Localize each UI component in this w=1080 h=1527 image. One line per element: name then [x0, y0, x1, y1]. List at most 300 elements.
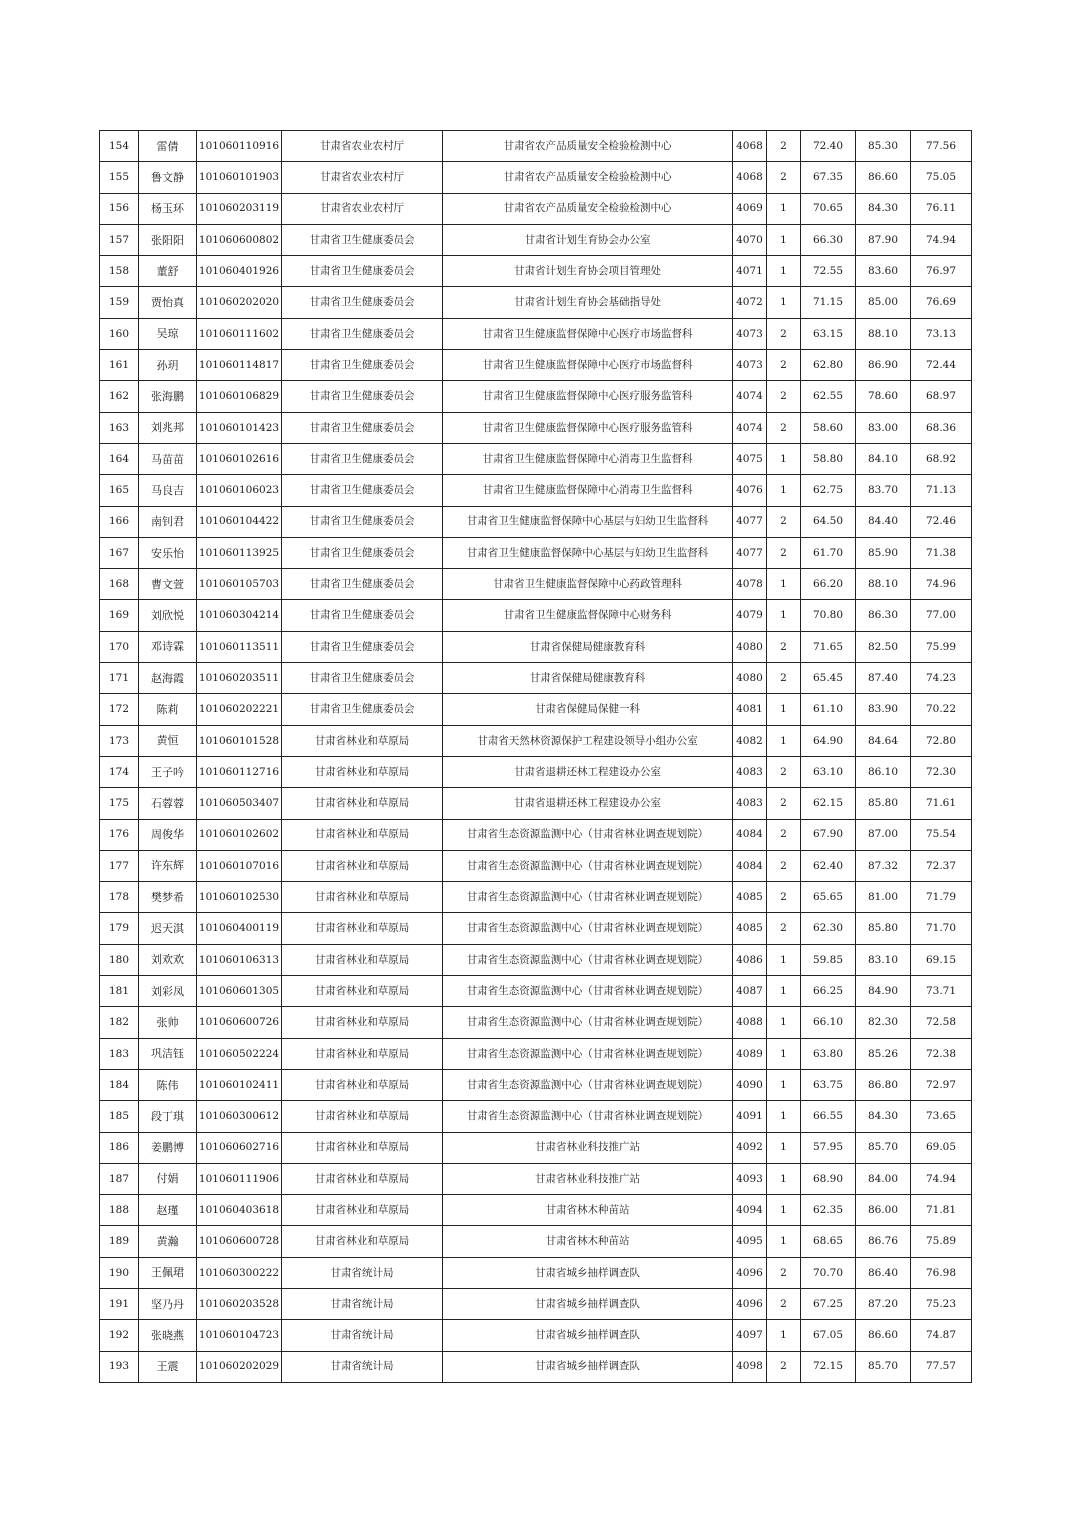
interview-score: 85.90: [856, 537, 911, 568]
row-number: 154: [100, 131, 139, 162]
total-score: 74.94: [911, 224, 972, 255]
exam-number: 101060106829: [197, 381, 282, 412]
employer-unit: 甘肃省卫生健康监督保障中心基层与妇幼卫生监督科: [443, 506, 733, 537]
position-code: 4074: [733, 381, 767, 412]
interview-score: 88.10: [856, 569, 911, 600]
department: 甘肃省林业和草原局: [282, 850, 443, 881]
department: 甘肃省卫生健康委员会: [282, 381, 443, 412]
table-row: [100, 1257, 972, 1288]
interview-score: 84.30: [856, 1101, 911, 1132]
interview-score: 83.00: [856, 412, 911, 443]
interview-score: 84.30: [856, 193, 911, 224]
hire-count: 1: [767, 725, 801, 756]
table-row: [100, 131, 972, 162]
exam-number: 101060400119: [197, 913, 282, 944]
department: 甘肃省卫生健康委员会: [282, 412, 443, 443]
department: 甘肃省农业农村厅: [282, 162, 443, 193]
exam-number: 101060602716: [197, 1132, 282, 1163]
employer-unit: 甘肃省生态资源监测中心（甘肃省林业调查规划院）: [443, 1038, 733, 1069]
employer-unit: 甘肃省退耕还林工程建设办公室: [443, 756, 733, 787]
row-number: 172: [100, 694, 139, 725]
position-code: 4087: [733, 976, 767, 1007]
employer-unit: 甘肃省林业科技推广站: [443, 1132, 733, 1163]
department: 甘肃省卫生健康委员会: [282, 631, 443, 662]
interview-score: 86.76: [856, 1226, 911, 1257]
department: 甘肃省卫生健康委员会: [282, 318, 443, 349]
position-code: 4093: [733, 1163, 767, 1194]
employer-unit: 甘肃省农产品质量安全检验检测中心: [443, 162, 733, 193]
row-number: 162: [100, 381, 139, 412]
interview-score: 86.80: [856, 1069, 911, 1100]
interview-score: 83.60: [856, 256, 911, 287]
written-score: 72.40: [801, 131, 856, 162]
department: 甘肃省林业和草原局: [282, 1163, 443, 1194]
interview-score: 84.40: [856, 506, 911, 537]
employer-unit: 甘肃省林木种苗站: [443, 1195, 733, 1226]
exam-number: 101060112716: [197, 756, 282, 787]
written-score: 62.55: [801, 381, 856, 412]
department: 甘肃省卫生健康委员会: [282, 256, 443, 287]
interview-score: 83.90: [856, 694, 911, 725]
exam-number: 101060113925: [197, 537, 282, 568]
department: 甘肃省林业和草原局: [282, 882, 443, 913]
written-score: 63.10: [801, 756, 856, 787]
candidate-name: 刘彩凤: [139, 976, 197, 1007]
interview-score: 88.10: [856, 318, 911, 349]
exam-number: 101060403618: [197, 1195, 282, 1226]
candidate-name: 陈莉: [139, 694, 197, 725]
hire-count: 1: [767, 694, 801, 725]
row-number: 175: [100, 788, 139, 819]
written-score: 70.80: [801, 600, 856, 631]
position-code: 4098: [733, 1351, 767, 1382]
exam-number: 101060401926: [197, 256, 282, 287]
total-score: 71.70: [911, 913, 972, 944]
employer-unit: 甘肃省计划生育协会项目管理处: [443, 256, 733, 287]
exam-number: 101060503407: [197, 788, 282, 819]
table-row: [100, 412, 972, 443]
position-code: 4081: [733, 694, 767, 725]
table-row: [100, 287, 972, 318]
hire-count: 2: [767, 913, 801, 944]
interview-score: 78.60: [856, 381, 911, 412]
hire-count: 2: [767, 381, 801, 412]
interview-score: 85.00: [856, 287, 911, 318]
position-code: 4082: [733, 725, 767, 756]
position-code: 4079: [733, 600, 767, 631]
written-score: 61.70: [801, 537, 856, 568]
written-score: 62.15: [801, 788, 856, 819]
position-code: 4083: [733, 756, 767, 787]
department: 甘肃省卫生健康委员会: [282, 475, 443, 506]
interview-score: 84.90: [856, 976, 911, 1007]
employer-unit: 甘肃省城乡抽样调查队: [443, 1351, 733, 1382]
hire-count: 1: [767, 1226, 801, 1257]
exam-number: 101060203511: [197, 663, 282, 694]
interview-score: 86.40: [856, 1257, 911, 1288]
interview-score: 82.30: [856, 1007, 911, 1038]
table-row: [100, 1163, 972, 1194]
table-row: [100, 944, 972, 975]
results-table: [99, 130, 972, 1383]
hire-count: 1: [767, 1069, 801, 1100]
interview-score: 85.70: [856, 1132, 911, 1163]
exam-number: 101060203528: [197, 1288, 282, 1319]
employer-unit: 甘肃省卫生健康监督保障中心医疗市场监督科: [443, 318, 733, 349]
position-code: 4085: [733, 882, 767, 913]
hire-count: 2: [767, 350, 801, 381]
candidate-name: 周俊华: [139, 819, 197, 850]
department: 甘肃省统计局: [282, 1351, 443, 1382]
exam-number: 101060106023: [197, 475, 282, 506]
department: 甘肃省林业和草原局: [282, 756, 443, 787]
position-code: 4073: [733, 350, 767, 381]
candidate-name: 马苗苗: [139, 443, 197, 474]
candidate-name: 坚乃丹: [139, 1288, 197, 1319]
exam-number: 101060111906: [197, 1163, 282, 1194]
results-table-container: [99, 130, 971, 1383]
written-score: 63.75: [801, 1069, 856, 1100]
exam-number: 101060107016: [197, 850, 282, 881]
written-score: 66.25: [801, 976, 856, 1007]
employer-unit: 甘肃省卫生健康监督保障中心消毒卫生监督科: [443, 443, 733, 474]
hire-count: 1: [767, 1195, 801, 1226]
candidate-name: 付娟: [139, 1163, 197, 1194]
written-score: 58.80: [801, 443, 856, 474]
position-code: 4076: [733, 475, 767, 506]
row-number: 156: [100, 193, 139, 224]
written-score: 62.40: [801, 850, 856, 881]
employer-unit: 甘肃省生态资源监测中心（甘肃省林业调查规划院）: [443, 1101, 733, 1132]
candidate-name: 张海鹏: [139, 381, 197, 412]
exam-number: 101060106313: [197, 944, 282, 975]
row-number: 167: [100, 537, 139, 568]
interview-score: 85.26: [856, 1038, 911, 1069]
total-score: 69.15: [911, 944, 972, 975]
total-score: 71.81: [911, 1195, 972, 1226]
employer-unit: 甘肃省卫生健康监督保障中心消毒卫生监督科: [443, 475, 733, 506]
table-row: [100, 193, 972, 224]
candidate-name: 雷倩: [139, 131, 197, 162]
total-score: 74.96: [911, 569, 972, 600]
position-code: 4086: [733, 944, 767, 975]
candidate-name: 张阳阳: [139, 224, 197, 255]
department: 甘肃省卫生健康委员会: [282, 287, 443, 318]
candidate-name: 黄瀚: [139, 1226, 197, 1257]
department: 甘肃省林业和草原局: [282, 1038, 443, 1069]
total-score: 72.97: [911, 1069, 972, 1100]
table-row: [100, 162, 972, 193]
exam-number: 101060101423: [197, 412, 282, 443]
written-score: 62.35: [801, 1195, 856, 1226]
department: 甘肃省统计局: [282, 1288, 443, 1319]
table-row: [100, 475, 972, 506]
department: 甘肃省林业和草原局: [282, 1007, 443, 1038]
position-code: 4085: [733, 913, 767, 944]
row-number: 186: [100, 1132, 139, 1163]
written-score: 64.50: [801, 506, 856, 537]
written-score: 64.90: [801, 725, 856, 756]
candidate-name: 许东辉: [139, 850, 197, 881]
employer-unit: 甘肃省生态资源监测中心（甘肃省林业调查规划院）: [443, 1069, 733, 1100]
employer-unit: 甘肃省城乡抽样调查队: [443, 1288, 733, 1319]
candidate-name: 姜鹏博: [139, 1132, 197, 1163]
table-body: [100, 131, 972, 1383]
total-score: 75.54: [911, 819, 972, 850]
table-row: [100, 788, 972, 819]
total-score: 75.05: [911, 162, 972, 193]
interview-score: 86.00: [856, 1195, 911, 1226]
candidate-name: 张晓燕: [139, 1320, 197, 1351]
written-score: 62.75: [801, 475, 856, 506]
row-number: 193: [100, 1351, 139, 1382]
total-score: 71.79: [911, 882, 972, 913]
total-score: 72.46: [911, 506, 972, 537]
position-code: 4078: [733, 569, 767, 600]
total-score: 74.87: [911, 1320, 972, 1351]
row-number: 190: [100, 1257, 139, 1288]
hire-count: 1: [767, 569, 801, 600]
total-score: 77.00: [911, 600, 972, 631]
total-score: 68.92: [911, 443, 972, 474]
employer-unit: 甘肃省卫生健康监督保障中心药政管理科: [443, 569, 733, 600]
position-code: 4069: [733, 193, 767, 224]
total-score: 72.37: [911, 850, 972, 881]
hire-count: 2: [767, 1288, 801, 1319]
table-row: [100, 725, 972, 756]
table-row: [100, 256, 972, 287]
employer-unit: 甘肃省生态资源监测中心（甘肃省林业调查规划院）: [443, 976, 733, 1007]
total-score: 76.98: [911, 1257, 972, 1288]
department: 甘肃省林业和草原局: [282, 976, 443, 1007]
table-row: [100, 318, 972, 349]
exam-number: 101060304214: [197, 600, 282, 631]
candidate-name: 樊梦希: [139, 882, 197, 913]
total-score: 68.97: [911, 381, 972, 412]
candidate-name: 刘欢欢: [139, 944, 197, 975]
exam-number: 101060300222: [197, 1257, 282, 1288]
exam-number: 101060105703: [197, 569, 282, 600]
exam-number: 101060600728: [197, 1226, 282, 1257]
hire-count: 2: [767, 756, 801, 787]
table-row: [100, 1132, 972, 1163]
table-row: [100, 1320, 972, 1351]
employer-unit: 甘肃省计划生育协会基础指导处: [443, 287, 733, 318]
exam-number: 101060202020: [197, 287, 282, 318]
position-code: 4084: [733, 850, 767, 881]
hire-count: 1: [767, 1132, 801, 1163]
exam-number: 101060102616: [197, 443, 282, 474]
hire-count: 2: [767, 412, 801, 443]
written-score: 63.80: [801, 1038, 856, 1069]
hire-count: 2: [767, 506, 801, 537]
row-number: 181: [100, 976, 139, 1007]
interview-score: 85.70: [856, 1351, 911, 1382]
total-score: 73.65: [911, 1101, 972, 1132]
exam-number: 101060601305: [197, 976, 282, 1007]
interview-score: 86.90: [856, 350, 911, 381]
row-number: 192: [100, 1320, 139, 1351]
exam-number: 101060300612: [197, 1101, 282, 1132]
written-score: 66.55: [801, 1101, 856, 1132]
hire-count: 1: [767, 976, 801, 1007]
table-row: [100, 506, 972, 537]
row-number: 184: [100, 1069, 139, 1100]
employer-unit: 甘肃省卫生健康监督保障中心医疗服务监管科: [443, 381, 733, 412]
exam-number: 101060102530: [197, 882, 282, 913]
written-score: 58.60: [801, 412, 856, 443]
table-row: [100, 819, 972, 850]
row-number: 166: [100, 506, 139, 537]
employer-unit: 甘肃省生态资源监测中心（甘肃省林业调查规划院）: [443, 944, 733, 975]
position-code: 4077: [733, 537, 767, 568]
total-score: 69.05: [911, 1132, 972, 1163]
written-score: 65.45: [801, 663, 856, 694]
interview-score: 87.90: [856, 224, 911, 255]
department: 甘肃省林业和草原局: [282, 913, 443, 944]
written-score: 66.30: [801, 224, 856, 255]
position-code: 4096: [733, 1288, 767, 1319]
interview-score: 82.50: [856, 631, 911, 662]
exam-number: 101060102411: [197, 1069, 282, 1100]
hire-count: 1: [767, 944, 801, 975]
interview-score: 86.60: [856, 1320, 911, 1351]
table-row: [100, 1069, 972, 1100]
candidate-name: 王子吟: [139, 756, 197, 787]
table-row: [100, 976, 972, 1007]
exam-number: 101060102602: [197, 819, 282, 850]
hire-count: 1: [767, 1163, 801, 1194]
row-number: 179: [100, 913, 139, 944]
candidate-name: 赵瑾: [139, 1195, 197, 1226]
row-number: 182: [100, 1007, 139, 1038]
exam-number: 101060202029: [197, 1351, 282, 1382]
row-number: 189: [100, 1226, 139, 1257]
written-score: 66.20: [801, 569, 856, 600]
total-score: 68.36: [911, 412, 972, 443]
hire-count: 1: [767, 600, 801, 631]
row-number: 174: [100, 756, 139, 787]
interview-score: 85.80: [856, 913, 911, 944]
employer-unit: 甘肃省卫生健康监督保障中心财务科: [443, 600, 733, 631]
table-row: [100, 631, 972, 662]
position-code: 4096: [733, 1257, 767, 1288]
total-score: 71.13: [911, 475, 972, 506]
exam-number: 101060101903: [197, 162, 282, 193]
table-row: [100, 224, 972, 255]
hire-count: 1: [767, 1101, 801, 1132]
employer-unit: 甘肃省生态资源监测中心（甘肃省林业调查规划院）: [443, 1007, 733, 1038]
hire-count: 2: [767, 162, 801, 193]
department: 甘肃省林业和草原局: [282, 1195, 443, 1226]
interview-score: 86.10: [856, 756, 911, 787]
position-code: 4091: [733, 1101, 767, 1132]
row-number: 155: [100, 162, 139, 193]
written-score: 68.65: [801, 1226, 856, 1257]
department: 甘肃省卫生健康委员会: [282, 224, 443, 255]
employer-unit: 甘肃省卫生健康监督保障中心医疗服务监管科: [443, 412, 733, 443]
row-number: 183: [100, 1038, 139, 1069]
employer-unit: 甘肃省林业科技推广站: [443, 1163, 733, 1194]
written-score: 61.10: [801, 694, 856, 725]
department: 甘肃省卫生健康委员会: [282, 600, 443, 631]
interview-score: 85.80: [856, 788, 911, 819]
employer-unit: 甘肃省农产品质量安全检验检测中心: [443, 193, 733, 224]
interview-score: 85.30: [856, 131, 911, 162]
employer-unit: 甘肃省城乡抽样调查队: [443, 1320, 733, 1351]
candidate-name: 张帅: [139, 1007, 197, 1038]
department: 甘肃省卫生健康委员会: [282, 537, 443, 568]
table-row: [100, 913, 972, 944]
total-score: 72.30: [911, 756, 972, 787]
department: 甘肃省统计局: [282, 1320, 443, 1351]
written-score: 65.65: [801, 882, 856, 913]
position-code: 4080: [733, 631, 767, 662]
department: 甘肃省卫生健康委员会: [282, 694, 443, 725]
table-row: [100, 663, 972, 694]
employer-unit: 甘肃省计划生育协会办公室: [443, 224, 733, 255]
row-number: 159: [100, 287, 139, 318]
department: 甘肃省卫生健康委员会: [282, 350, 443, 381]
interview-score: 83.70: [856, 475, 911, 506]
interview-score: 84.64: [856, 725, 911, 756]
table-row: [100, 537, 972, 568]
total-score: 74.94: [911, 1163, 972, 1194]
employer-unit: 甘肃省退耕还林工程建设办公室: [443, 788, 733, 819]
position-code: 4084: [733, 819, 767, 850]
employer-unit: 甘肃省生态资源监测中心（甘肃省林业调查规划院）: [443, 819, 733, 850]
written-score: 62.80: [801, 350, 856, 381]
written-score: 63.15: [801, 318, 856, 349]
row-number: 177: [100, 850, 139, 881]
exam-number: 101060502224: [197, 1038, 282, 1069]
written-score: 68.90: [801, 1163, 856, 1194]
row-number: 191: [100, 1288, 139, 1319]
total-score: 71.38: [911, 537, 972, 568]
exam-number: 101060113511: [197, 631, 282, 662]
hire-count: 1: [767, 193, 801, 224]
written-score: 62.30: [801, 913, 856, 944]
position-code: 4068: [733, 162, 767, 193]
written-score: 57.95: [801, 1132, 856, 1163]
hire-count: 2: [767, 788, 801, 819]
row-number: 171: [100, 663, 139, 694]
total-score: 77.56: [911, 131, 972, 162]
interview-score: 81.00: [856, 882, 911, 913]
written-score: 67.05: [801, 1320, 856, 1351]
written-score: 66.10: [801, 1007, 856, 1038]
table-row: [100, 443, 972, 474]
department: 甘肃省林业和草原局: [282, 725, 443, 756]
position-code: 4074: [733, 412, 767, 443]
written-score: 71.65: [801, 631, 856, 662]
candidate-name: 陈伟: [139, 1069, 197, 1100]
written-score: 59.85: [801, 944, 856, 975]
written-score: 72.15: [801, 1351, 856, 1382]
hire-count: 1: [767, 256, 801, 287]
employer-unit: 甘肃省生态资源监测中心（甘肃省林业调查规划院）: [443, 850, 733, 881]
table-row: [100, 1101, 972, 1132]
employer-unit: 甘肃省保健局健康教育科: [443, 631, 733, 662]
interview-score: 87.20: [856, 1288, 911, 1319]
employer-unit: 甘肃省农产品质量安全检验检测中心: [443, 131, 733, 162]
written-score: 67.90: [801, 819, 856, 850]
interview-score: 87.00: [856, 819, 911, 850]
hire-count: 1: [767, 475, 801, 506]
candidate-name: 南钊君: [139, 506, 197, 537]
table-row: [100, 569, 972, 600]
hire-count: 2: [767, 850, 801, 881]
